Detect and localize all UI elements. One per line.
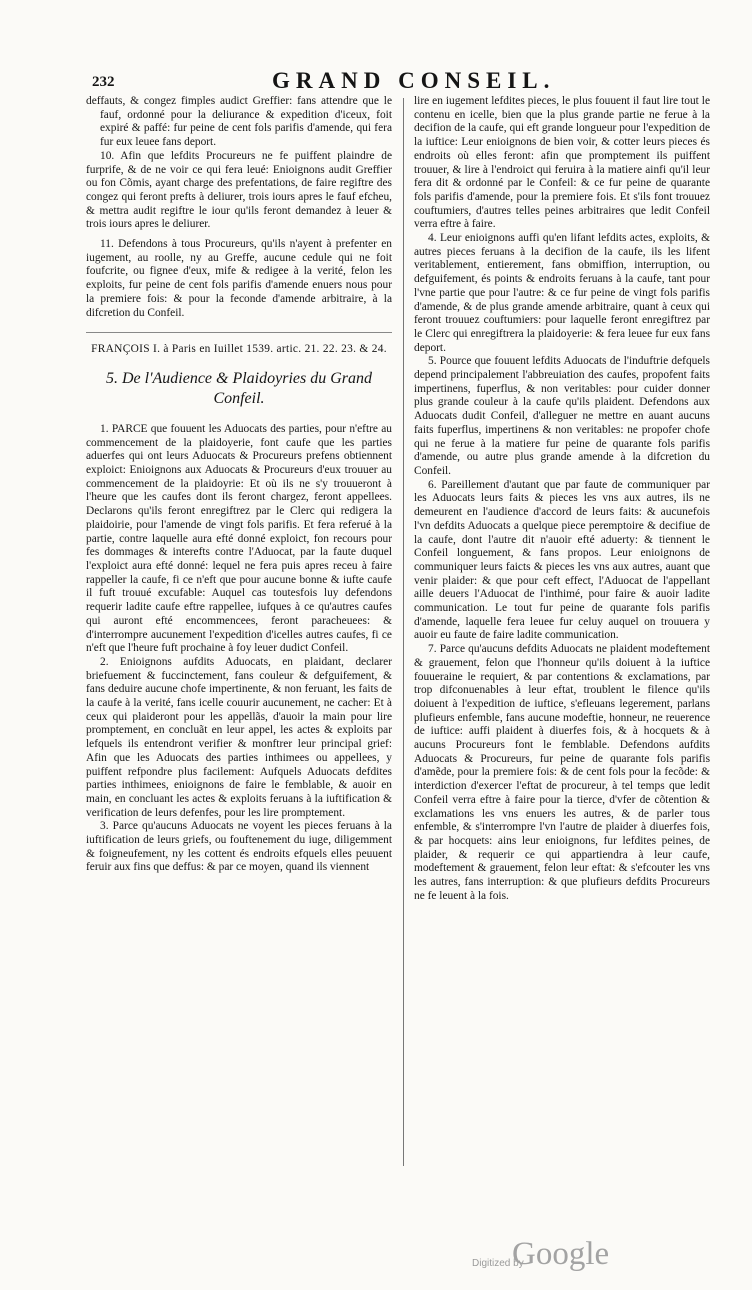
section-rule	[86, 332, 392, 333]
article-1: 1. PARCE que fouuent les Aduocats des parties, pour n'eftre au commencement de la plaidoyerie, font caufe que les parties aduerfes qui ont leurs Aduocats & Procureurs prefens obtiennent exploict: Enioignons aux Aduocats & Procureurs d'eux trouuer au commencement de la plaidoyrie: Et où ils ne s'y trouueront à l'heure que les caufes dont ils feront chargez, feront appellees. Declarons qu'ils feront enregiftrez par le Clerc qui redigera la plaidoirie, pour l'amende de vingt fols parifis. Et fera referué à la partie, contre laquelle aura efté donné exploict, fon recours pour fes dommages & interefts contre l'Aduocat, par la faute duquel l'exploict aura efté donné: lequel ne fera puis apres receu à faire rappeller la caufe, fi ce n'eft que pour aucune bonne & iufte caufe il fuft trouué excufable: Auquel cas toutesfois luy defendons requerir ladite caufe eftre rappellee, iufques à ce qu'autres caufes qui auront efté encommencees, feront paracheuees: & d'interrompre aucunement l'expedition d'icelles autres caufes, fi ce n'eft que l'heure fuft prochaine à foy leuer dudict Confeil.	[86, 422, 392, 655]
section-heading: 5. De l'Audience & Plaidoyries du Grand Confeil.	[105, 369, 373, 407]
page-number: 232	[92, 74, 115, 90]
right-column	[414, 95, 710, 903]
digitization-watermark	[472, 1236, 632, 1276]
running-header	[92, 68, 652, 96]
article-7: 7. Parce qu'aucuns defdits Aduocats ne plaident modeftement & grauement, felon que l'honneur qu'ils doiuent à la iuftice fouueraine le requiert, & par contentions & exclamations, par trop difconuenables à leur eftat, troublent le filence qu'ils doiuent à l'expedition de iuftice, s'efleuans legerement, parlans plufieurs enfemble, fans aucune modeftie, honneur, ne reuerence de iuftice: auffi plaident à diuerfes fois, & à hocquets & à aucuns Procureurs font le femblable. Defendons aufdits Aduocats & Procureurs, fur peine de quarante fols parifis d'amẽde, pour la premiere fois: & de cent fols pour la fecõde: & interdiction d'exercer l'eftat de procureur, à tel temps que ledit Confeil verra eftre à faire pour la tierce, d'vfer de cõtention & exclamations les vns enuers les autres, & de parler tous enfemble, & s'interrompre l'vn l'autre de plaider à diuerfes fois, & par hocquets: ains leur enioignons, fur lefdites peines, de plaider, & requerir ce qui appartiendra à leur caufe, modeftement & grauement, felon leur eftat: & s'efcouter les vns les autres, fans interruption: & que plufieurs defdits Procureurs ne fe leuent à la fois.	[414, 643, 710, 902]
article-5: 5. Pource que fouuent lefdits Aduocats de l'induftrie defquels depend principalement l'abbreuiation des caufes, propofent faits impertinens, fuperflus, & non veritables: pour cuider donner plus grande couleur à la caufe qu'ils plaident. Defendons aux Aduocats dudit Confeil, d'alleguer ne mettre en auant aucuns faits fuperflus, impertinens & non veritables: ne propofer chofe qui ne ferue à la matiere fur peine de quarante fols parifis d'amende, ou autre plus grande amende à la difcretion du Confeil.	[414, 355, 710, 477]
ordinance-reference: FRANÇOIS I. à Paris en Iuillet 1539. artic. 21. 22. 23. & 24.	[91, 343, 387, 356]
paragraph-continued-right: lire en iugement lefdites pieces, le plus fouuent il faut lire tout le contenu en icelle, bien que la plus grande partie ne ferue à la decifion de la caufe, qui eft grande longueur pour l'expedition de la iuftice: Leur enioignons de bien voir, & cotter leurs pieces és endroits où elles feront: afin que promptement ils puiffent trouuer, & lire à l'endroict qui feruira à la matiere ainfi qu'il leur fera dit & ordonné par le Confeil: & ce fur peine de quarante fols parifis d'amende, pour la premiere fois. Et s'ils font trouuez couftumiers, d'autres telles peines arbitraires que ledit Confeil verra eftre à faire.	[414, 95, 710, 231]
left-column	[86, 95, 392, 875]
column-divider	[403, 98, 404, 1166]
google-logo: Google	[512, 1236, 610, 1272]
article-10: 10. Afin que lefdits Procureurs ne fe puiffent plaindre de furprife, & de ne voir ce qui fera leué: Enioignons audit Greffier ou fon Cõmis, ayant charge des prefentations, de faire regiftre des congez qui feront prefts à deliurer, trois iours apres le fauf efcheu, & mettra audit regiftre le iour qu'ils feront demandez à leuer & trois iours apres le deliurer.	[86, 149, 392, 231]
article-2: 2. Enioignons aufdits Aduocats, en plaidant, declarer briefuement & fuccinctement, fans couleur & defguifement, & fans deduire aucune chofe impertinente, & non feruant, les faits de la caufe à la verité, fans icelle couurir aucunement, ne cacher: Et à ceux qui plaideront pour les appellãs, d'auoir la main pour lire promptement, en concluãt en leur appel, les actes & exploits par lefquels ils entendront verifier & monftrer leur principal grief: Afin que les Aduocats des parties inthimees ou appellees, y puiffent refpondre plus facilement: Aufquels Aduocats defdites parties inthimees, enioignons de faire le femblable, & auoir en main, en concluant les actes & exploits feruans à la iuftification & verification de leurs defenfes, pour les lire promptement.	[86, 655, 392, 819]
page-title: GRAND CONSEIL.	[272, 68, 556, 93]
article-6: 6. Pareillement d'autant que par faute de communiquer par les Aduocats leurs faits & pieces les vns aux autres, ils ne demeurent en l'audience d'accord de leurs faits: & aucunefois l'vn defdits Aduocats a quelque piece peremptoire & decifiue de la caufe, dont l'autre dit n'auoir efté aduerty: & tiennent le Confeil longuement, & fans propos. Leur enioignons de communiquer leurs faicts & pieces les vns aux autres, auant que venir plaider: & que pour ceft effect, l'Aduocat de l'appellant aille deuers l'Aduocat de l'inthimé, pour faire & auoir ladite communication. Le tout fur peine de quarante fols parifis d'amende, laquelle fera leuee fur celuy auquel on trouuera y auoir eu faute de faire ladite communication.	[414, 478, 710, 642]
digitized-by-text: Digitized by	[472, 1258, 524, 1269]
paragraph-continued: deffauts, & congez fimples audict Greffier: fans attendre que le fauf, ordonné pour la deliurance & expedition d'iceux, foit expiré & paffé: fur peine de cent fols parifis d'amende, qui fera fur eux leuee fans deport.	[86, 95, 392, 149]
article-3: 3. Parce qu'aucuns Aduocats ne voyent les pieces feruans à la iuftification de leurs griefs, ou fouftenement du iuge, diligemment & foigneufement, ny les cottent és endroits efquels elles peuuent feruir aux fins que deffus: & par ce moyen, quand ils viennent	[86, 820, 392, 874]
article-4: 4. Leur enioignons auffi qu'en lifant lefdits actes, exploits, & autres pieces feruans à la decifion de la caufe, ils les lifent veritablement, entierement, fans obmiffion, interruption, ou defguifement, és points & endroits feruans à la caufe, tant pour l'vne partie que pour l'autre: & ce fur peine de vingt fols parifis d'amende, & de plus grande amende arbitraire, quant à ceux qui feront trouuez couftumiers: pour laquelle feront enregiftrez par le Clerc qui enregiftrera la plaidoyerie: & fera leuee fur eux fans deport.	[414, 232, 710, 354]
article-11: 11. Defendons à tous Procureurs, qu'ils n'ayent à prefenter en iugement, au roolle, ny au Greffe, aucune cedule qui ne foit foufcrite, ou fignee d'eux, mife & redigee à la verité, felon les exploits, fur peine de cent fols parifis d'amende enuers nous pour la premiere fois: & pour la feconde d'amende arbitraire, à la difcretion du Confeil.	[86, 238, 392, 319]
